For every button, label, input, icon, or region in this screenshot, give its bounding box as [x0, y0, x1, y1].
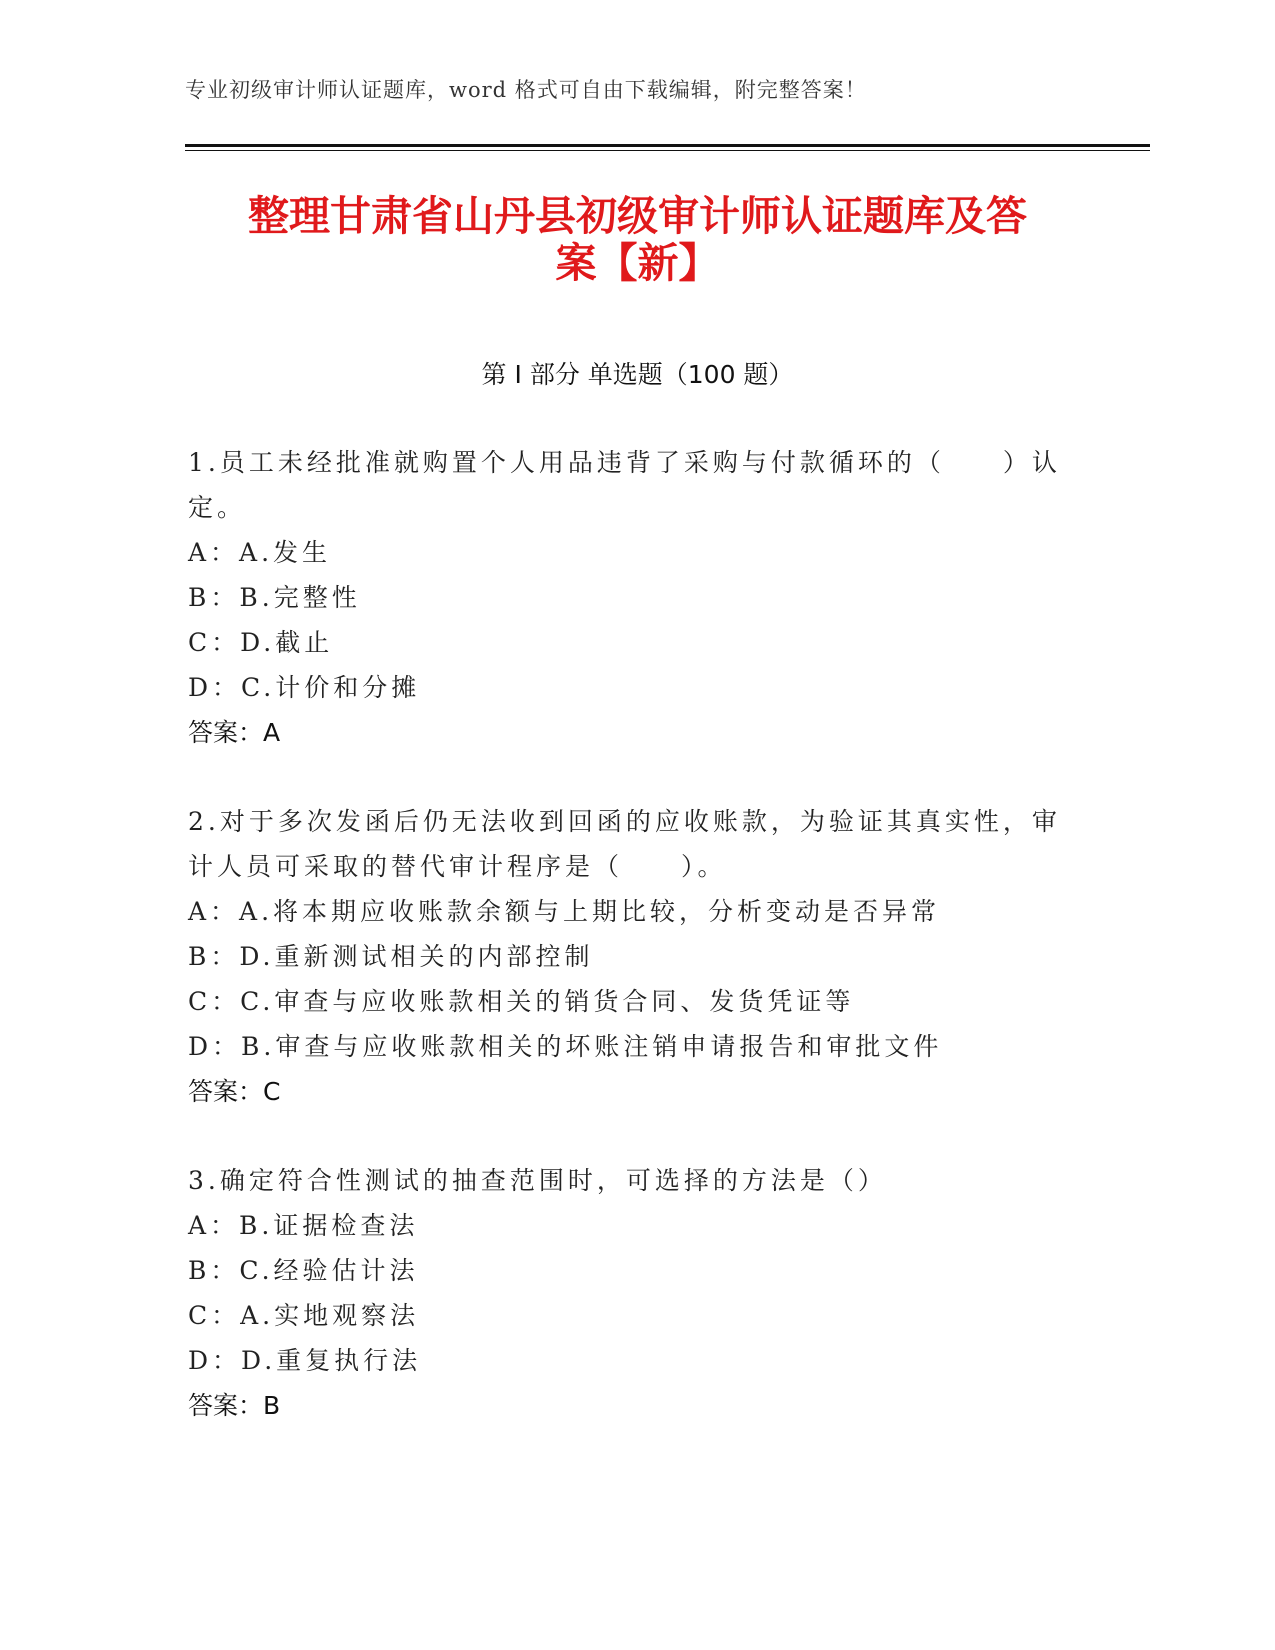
document-title-line-1: 整理甘肃省山丹县初级审计师认证题库及答 — [248, 192, 1027, 240]
answer: 答案：B — [188, 1391, 281, 1420]
option-a: A：A.发生 — [188, 538, 332, 567]
option-a: A：B.证据检查法 — [188, 1211, 419, 1240]
answer: 答案：C — [188, 1077, 281, 1106]
header-note: 专业初级审计师认证题库，word 格式可自由下载编辑，附完整答案！ — [185, 78, 867, 102]
header-rule-thin — [185, 150, 1150, 151]
option-c: C：A.实地观察法 — [188, 1301, 420, 1330]
question-1 — [188, 440, 1068, 755]
question-list — [188, 440, 1068, 1472]
option-b: B：C.经验估计法 — [188, 1256, 419, 1285]
header-rule-thick — [185, 144, 1150, 147]
question-text: 2.对于多次发函后仍无法收到回函的应收账款，为验证其真实性，审计人员可采取的替代审计程序是（ ）。 — [188, 807, 1061, 881]
option-d: D：D.重复执行法 — [188, 1346, 422, 1375]
option-c: C：D.截止 — [188, 628, 334, 657]
question-3 — [188, 1158, 1068, 1428]
option-b: B：B.完整性 — [188, 583, 361, 612]
question-text: 1.员工未经批准就购置个人用品违背了采购与付款循环的（ ）认定。 — [188, 448, 1061, 522]
option-d: D：B.审查与应收账款相关的坏账注销申请报告和审批文件 — [188, 1032, 943, 1061]
option-a: A：A.将本期应收账款余额与上期比较，分析变动是否异常 — [188, 897, 941, 926]
option-c: C：C.审查与应收账款相关的销货合同、发货凭证等 — [188, 987, 855, 1016]
document-title-line-2: 案【新】 — [555, 239, 720, 287]
option-d: D：C.计价和分摊 — [188, 673, 421, 702]
option-b: B：D.重新测试相关的内部控制 — [188, 942, 594, 971]
section-heading: 第 I 部分 单选题（100 题） — [481, 360, 794, 389]
question-text: 3.确定符合性测试的抽查范围时，可选择的方法是（） — [188, 1166, 887, 1195]
document-title — [185, 193, 1090, 287]
answer: 答案：A — [188, 718, 281, 747]
question-2 — [188, 799, 1068, 1114]
